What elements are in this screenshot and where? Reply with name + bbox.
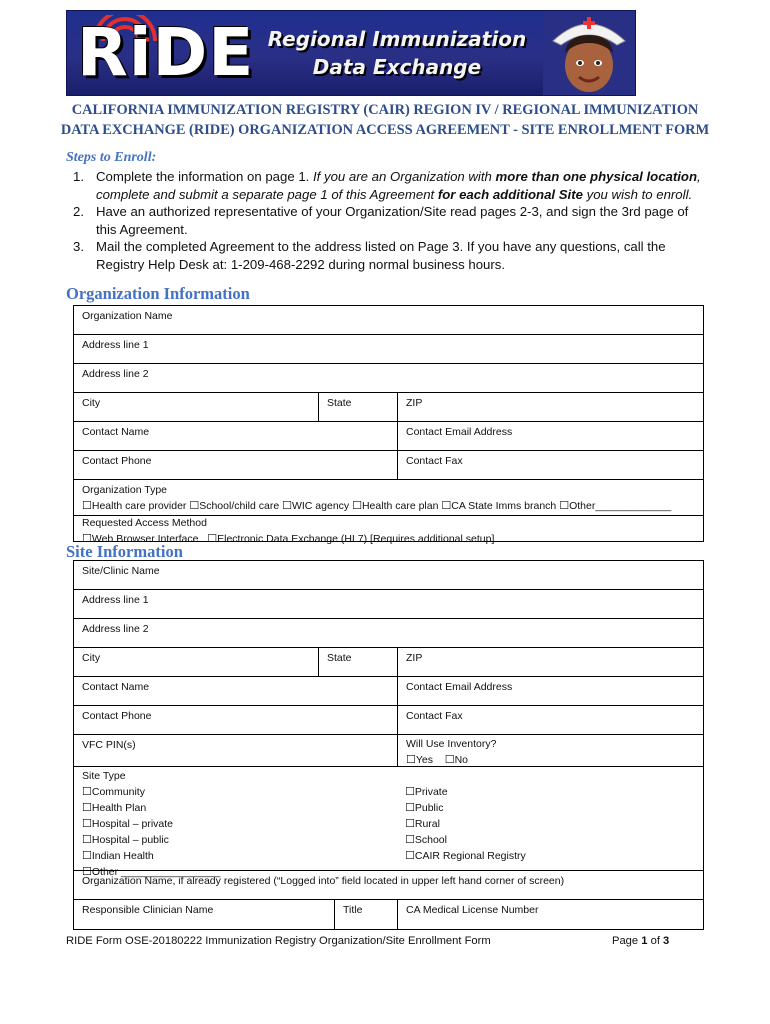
org-contact-email-field[interactable]: Contact Email Address <box>397 422 703 450</box>
site-address1-row[interactable] <box>74 590 703 619</box>
org-type-option[interactable]: ☐CA State Imms branch <box>441 499 557 512</box>
checkbox-icon[interactable]: ☐ <box>405 849 415 862</box>
site-type-option[interactable]: ☐CAIR Regional Registry <box>405 849 526 862</box>
step-2: 2. Have an authorized representative of your Organization/Site read pages 2-3, and sign the 3rd page of this Agreement. <box>73 204 689 237</box>
ride-logo: RiDE <box>77 14 255 91</box>
org-type-option[interactable]: ☐WIC agency <box>282 499 350 512</box>
clinician-name-field[interactable]: Responsible Clinician Name <box>82 904 214 916</box>
checkbox-icon[interactable]: ☐ <box>406 753 416 766</box>
site-contact-name-field[interactable]: Contact Name <box>82 681 150 693</box>
org-name-row[interactable] <box>74 306 703 335</box>
site-info-table <box>73 560 704 930</box>
clinician-row <box>74 900 703 929</box>
step-1: 1. Complete the information on page 1. If you are an Organization with more than one physical location, complete and submit a separate page 1 of this Agreement for each additional Site you wish to enroll. <box>73 169 701 202</box>
site-type-option[interactable]: ☐Hospital – public <box>82 833 169 846</box>
org-state-field[interactable]: State <box>318 393 397 421</box>
checkbox-icon[interactable]: ☐ <box>405 801 415 814</box>
site-address1-field[interactable]: Address line 1 <box>82 594 149 606</box>
site-contact-phone-field[interactable]: Contact Phone <box>82 710 152 722</box>
site-type-option[interactable]: ☐Private <box>405 785 448 798</box>
org-type-label: Organization Type <box>82 484 168 496</box>
nurse-illustration-icon <box>543 11 635 95</box>
org-contact-row <box>74 422 703 451</box>
org-type-option[interactable]: ☐Health care plan <box>352 499 439 512</box>
inventory-label: Will Use Inventory? <box>406 738 497 750</box>
site-zip-field[interactable]: ZIP <box>397 648 703 676</box>
checkbox-icon[interactable]: ☐ <box>82 833 92 846</box>
org-contact-fax-field[interactable]: Contact Fax <box>397 451 703 479</box>
site-contact-row <box>74 677 703 706</box>
checkbox-icon[interactable]: ☐ <box>405 817 415 830</box>
step-3: 3. Mail the completed Agreement to the address listed on Page 3. If you have any questions, call the Registry Help Desk at: 1-209-468-2292 during normal business hours. <box>73 239 666 272</box>
site-contact-fax-field[interactable]: Contact Fax <box>397 706 703 734</box>
clinician-title-field[interactable]: Title <box>334 900 397 929</box>
org-contact-name-field[interactable]: Contact Name <box>82 426 150 438</box>
org-type-options <box>82 498 703 514</box>
access-option-web[interactable]: ☐Web Browser Interface <box>82 532 199 545</box>
org-address1-row[interactable] <box>74 335 703 364</box>
checkbox-icon[interactable]: ☐ <box>82 499 92 512</box>
org-type-option[interactable]: ☐School/child care <box>189 499 280 512</box>
org-city-row <box>74 393 703 422</box>
site-type-option[interactable]: ☐Health Plan <box>82 801 147 814</box>
vfc-pin-field[interactable]: VFC PIN(s) <box>82 739 136 751</box>
footer-form-id: RIDE Form OSE-20180222 Immunization Registry Organization/Site Enrollment Form <box>66 935 491 947</box>
page-number: Page 1 of 3 <box>612 935 670 947</box>
site-name-field[interactable]: Site/Clinic Name <box>82 565 160 577</box>
org-phone-row <box>74 451 703 480</box>
header-banner <box>66 10 636 96</box>
site-type-option[interactable]: ☐Rural <box>405 817 440 830</box>
checkbox-icon[interactable]: ☐ <box>82 785 92 798</box>
checkbox-icon[interactable]: ☐ <box>82 849 92 862</box>
inventory-block <box>397 735 703 766</box>
site-type-option[interactable]: ☐Community <box>82 785 145 798</box>
org-type-block <box>74 480 703 545</box>
site-address2-field[interactable]: Address line 2 <box>82 623 149 635</box>
org-type-row <box>74 480 703 545</box>
site-name-row[interactable] <box>74 561 703 590</box>
org-address1-field[interactable]: Address line 1 <box>82 339 149 351</box>
org-info-table <box>73 305 704 545</box>
checkbox-icon[interactable]: ☐ <box>441 499 452 512</box>
org-type-option[interactable]: ☐Other_____________ <box>559 499 672 512</box>
site-contact-email-field[interactable]: Contact Email Address <box>397 677 703 705</box>
checkbox-icon[interactable]: ☐ <box>282 499 292 512</box>
inventory-no-option[interactable]: ☐No <box>444 753 468 766</box>
checkbox-icon[interactable]: ☐ <box>559 499 570 512</box>
inventory-options <box>406 752 703 768</box>
org-section-heading: Organization Information <box>66 284 250 303</box>
site-phone-row <box>74 706 703 735</box>
checkbox-icon[interactable]: ☐ <box>82 532 92 545</box>
site-city-row <box>74 648 703 677</box>
org-name-field[interactable]: Organization Name <box>82 310 173 322</box>
org-registered-field[interactable]: Organization Name, if already registered (“Logged into” field located in upper left hand corner of screen) <box>82 875 565 887</box>
site-type-right <box>397 767 703 870</box>
checkbox-icon[interactable]: ☐ <box>207 532 218 545</box>
checkbox-icon[interactable]: ☐ <box>444 753 455 766</box>
site-type-option[interactable]: ☐School <box>405 833 447 846</box>
site-type-left <box>74 767 397 878</box>
access-method-label: Requested Access Method <box>82 517 207 529</box>
site-type-option[interactable]: ☐Other _________________ <box>82 865 221 878</box>
checkbox-icon[interactable]: ☐ <box>405 785 415 798</box>
site-state-field[interactable]: State <box>318 648 397 676</box>
site-city-field[interactable]: City <box>82 652 101 664</box>
site-vfc-row <box>74 735 703 767</box>
org-address2-row[interactable] <box>74 364 703 393</box>
org-address2-field[interactable]: Address line 2 <box>82 368 149 380</box>
checkbox-icon[interactable]: ☐ <box>82 817 92 830</box>
license-number-field[interactable]: CA Medical License Number <box>397 900 703 929</box>
checkbox-icon[interactable]: ☐ <box>352 499 362 512</box>
site-section-heading: Site Information <box>66 542 183 561</box>
site-address2-row[interactable] <box>74 619 703 648</box>
checkbox-icon[interactable]: ☐ <box>82 801 92 814</box>
org-type-option[interactable]: ☐Health care provider <box>82 499 187 512</box>
org-zip-field[interactable]: ZIP <box>397 393 703 421</box>
site-type-option[interactable]: ☐Indian Health <box>82 849 154 862</box>
site-type-label: Site Type <box>82 770 126 782</box>
access-option-hl7[interactable]: ☐Electronic Data Exchange (HL7) [Requires additional setup] <box>207 532 495 545</box>
org-contact-phone-field[interactable]: Contact Phone <box>82 455 152 467</box>
org-city-field[interactable]: City <box>82 397 101 409</box>
site-type-row <box>74 767 703 878</box>
site-type-option[interactable]: ☐Public <box>405 801 444 814</box>
steps-list <box>66 168 706 273</box>
inventory-yes-option[interactable]: ☐Yes <box>406 753 434 766</box>
checkbox-icon[interactable]: ☐ <box>405 833 415 846</box>
banner-title: Regional Immunization Data Exchange <box>267 27 527 79</box>
org-registered-row[interactable] <box>74 871 703 900</box>
checkbox-icon[interactable]: ☐ <box>82 865 92 878</box>
document-title: CALIFORNIA IMMUNIZATION REGISTRY (CAIR) REGION IV / REGIONAL IMMUNIZATION DATA EXCHANGE (RIDE) ORGANIZATION ACCESS AGREEMENT - SITE ENROLLMENT FORM <box>60 102 710 138</box>
steps-heading: Steps to Enroll: <box>66 150 157 165</box>
checkbox-icon[interactable]: ☐ <box>189 499 200 512</box>
site-type-option[interactable]: ☐Hospital – private <box>82 817 173 830</box>
